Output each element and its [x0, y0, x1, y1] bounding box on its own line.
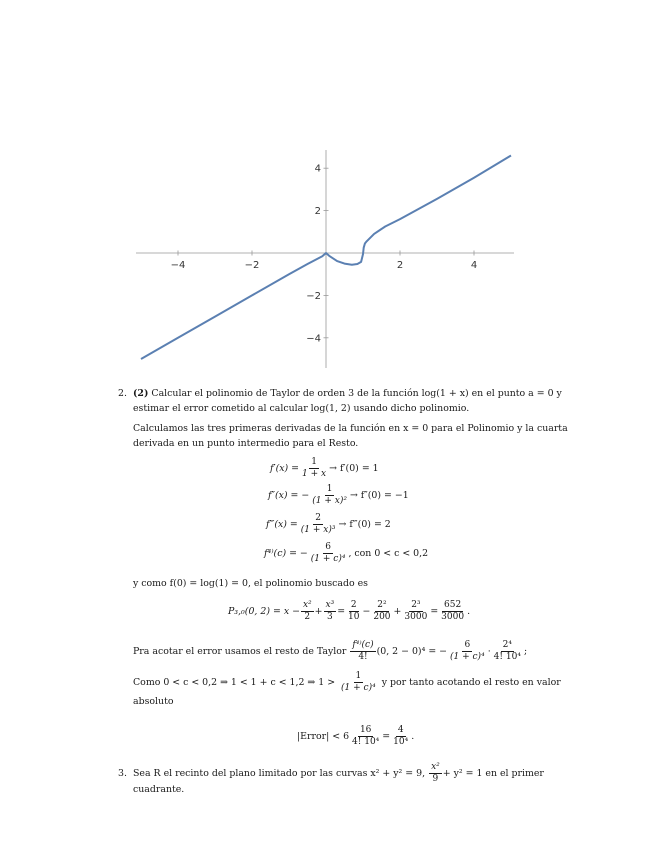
error-frac-1	[350, 725, 381, 748]
taylor-remainder	[133, 640, 527, 663]
problem-2-statement	[133, 386, 562, 401]
x-tick-label: 2	[396, 260, 404, 271]
problem-2-points: (2)	[133, 388, 149, 399]
problem-2-number: 2.	[118, 388, 127, 399]
poly-f2-num: x³	[325, 600, 335, 610]
bound-pre: Como 0 < c < 0,2 ⇒ 1 < 1 + c < 1,2 ⇒ 1 >	[133, 677, 336, 688]
p3-den: 9	[432, 774, 439, 784]
d4-fraction	[309, 542, 348, 565]
paragraph-1-line2: derivada en un punto intermedio para el Resto.	[133, 438, 359, 449]
d4-num: 6	[325, 542, 331, 552]
d1-rhs: → f′(0) = 1	[329, 463, 379, 474]
y-tick-label: 2	[314, 206, 321, 218]
poly-f1-den: 2	[304, 612, 311, 622]
problem-3-line2: cuadrante.	[133, 784, 185, 795]
p3-num: x²	[431, 762, 440, 772]
problem-3-fraction	[429, 762, 442, 785]
bound-line	[133, 671, 561, 694]
remainder-end: ;	[523, 646, 528, 657]
d3-lhs: f‴(x) =	[266, 519, 298, 530]
err-f2-num: 4	[397, 725, 404, 735]
poly-f4-den: 200	[373, 612, 391, 622]
derivative-2	[268, 484, 409, 507]
poly-lhs: P₃,₀(0, 2) = x −	[228, 606, 300, 617]
d3-rhs: → f‴(0) = 2	[338, 519, 391, 530]
poly-f4-num: 2²	[377, 600, 387, 610]
paragraph-1-line1: Calculamos las tres primeras derivadas de la función en x = 0 para el Polinomio y la cuarta	[133, 423, 568, 434]
rem-f3-num: 2⁴	[502, 640, 512, 650]
problem-2-line1: Calcular el polinomio de Taylor de orden 3 de la función log(1 + x) en el punto a = 0 y	[151, 388, 562, 399]
d2-num: 1	[326, 484, 333, 494]
error-frac-2	[391, 725, 410, 748]
bound-num: 1	[355, 671, 362, 681]
poly-f3-den: 10	[348, 612, 360, 622]
problem-3-number: 3.	[118, 768, 127, 779]
rem-f1-den: 4!	[358, 652, 368, 662]
poly-frac-2	[324, 600, 337, 623]
bound-fraction	[339, 671, 378, 694]
derivative-1	[270, 457, 379, 480]
y-tick-label: 4	[314, 163, 321, 175]
poly-end: .	[467, 606, 471, 617]
poly-eq-2: =	[430, 606, 439, 617]
bound-post: y por tanto acotando el resto en valor	[381, 677, 561, 688]
poly-f6-den: 3000	[441, 612, 465, 622]
x-tick-label: −2	[244, 260, 260, 271]
error-lhs: |Error| < 6	[297, 731, 350, 742]
poly-f5-num: 2³	[411, 600, 421, 610]
poly-minus: −	[362, 606, 371, 617]
derivative-4	[264, 542, 428, 565]
function-plot	[0, 0, 655, 380]
remainder-dot: ·	[487, 646, 491, 657]
problem-3-line1	[133, 762, 544, 785]
err-f1-num: 16	[359, 725, 372, 735]
d1-fraction	[300, 457, 328, 480]
poly-f6-num: 652	[444, 600, 462, 610]
d1-lhs: f′(x) =	[270, 463, 300, 474]
poly-f5-den: 3000	[404, 612, 428, 622]
error-eq: =	[382, 731, 391, 742]
x-tick-label: −4	[170, 260, 186, 271]
problem-2-line2: estimar el error cometido al calcular log(1, 2) usando dicho polinomio.	[133, 403, 470, 414]
bound-line2: absoluto	[133, 696, 174, 707]
poly-plus-2: +	[393, 606, 402, 617]
poly-plus: +	[314, 606, 323, 617]
bound-den: (1 + c)⁴	[341, 683, 376, 693]
d3-num: 2	[315, 513, 322, 523]
derivative-3	[266, 513, 391, 536]
poly-f1-num: x²	[302, 600, 312, 610]
paragraph-2: y como f(0) = log(1) = 0, el polinomio buscado es	[133, 578, 368, 589]
d4-den: (1 + c)⁴	[310, 554, 346, 564]
remainder-mid: (0, 2 − 0)⁴ = −	[376, 646, 448, 657]
plot-axes	[136, 150, 514, 368]
problem-3-pre: Sea R el recinto del plano limitado por las curvas x² + y² = 9,	[133, 768, 426, 779]
d2-den: (1 + x)²	[312, 496, 347, 506]
d4-lhs: f⁴⁾(c) = −	[264, 548, 308, 559]
poly-f3-num: 2	[350, 600, 357, 610]
remainder-frac-2	[448, 640, 487, 663]
poly-frac-4	[371, 600, 392, 623]
d4-rhs: , con 0 < c < 0,2	[348, 548, 429, 559]
d3-fraction	[299, 513, 338, 536]
rem-f3-den: 4! 10⁴	[493, 652, 521, 662]
d2-lhs: f″(x) = −	[268, 490, 310, 501]
err-f1-den: 4! 10⁴	[352, 737, 380, 747]
poly-f2-den: 3	[326, 612, 333, 622]
error-bound	[297, 725, 414, 748]
err-f2-den: 10⁴	[393, 737, 409, 747]
remainder-text: Pra acotar el error usamos el resto de Taylor	[133, 646, 347, 657]
rem-f2-num: 6	[464, 640, 471, 650]
problem-3-post: + y² = 1 en el primer	[442, 768, 544, 779]
poly-frac-1	[301, 600, 314, 623]
d1-den: 1 + x	[302, 469, 327, 479]
poly-frac-3	[346, 600, 361, 623]
y-tick-label: −2	[306, 290, 321, 302]
d2-fraction	[310, 484, 349, 507]
remainder-frac-1	[350, 640, 375, 663]
taylor-polynomial	[228, 600, 470, 623]
d2-rhs: → f″(0) = −1	[349, 490, 409, 501]
y-tick-label: −4	[306, 333, 321, 345]
poly-eq: =	[337, 606, 346, 617]
error-end: .	[411, 731, 415, 742]
poly-frac-5	[402, 600, 429, 623]
remainder-frac-3	[492, 640, 523, 663]
rem-f2-den: (1 + c)⁴	[450, 652, 485, 662]
poly-frac-6	[439, 600, 466, 623]
d1-num: 1	[311, 457, 317, 467]
x-tick-label: 4	[470, 260, 478, 271]
rem-f1-num: f⁴⁾(c)	[352, 640, 374, 650]
d3-den: (1 + x)³	[300, 525, 336, 535]
